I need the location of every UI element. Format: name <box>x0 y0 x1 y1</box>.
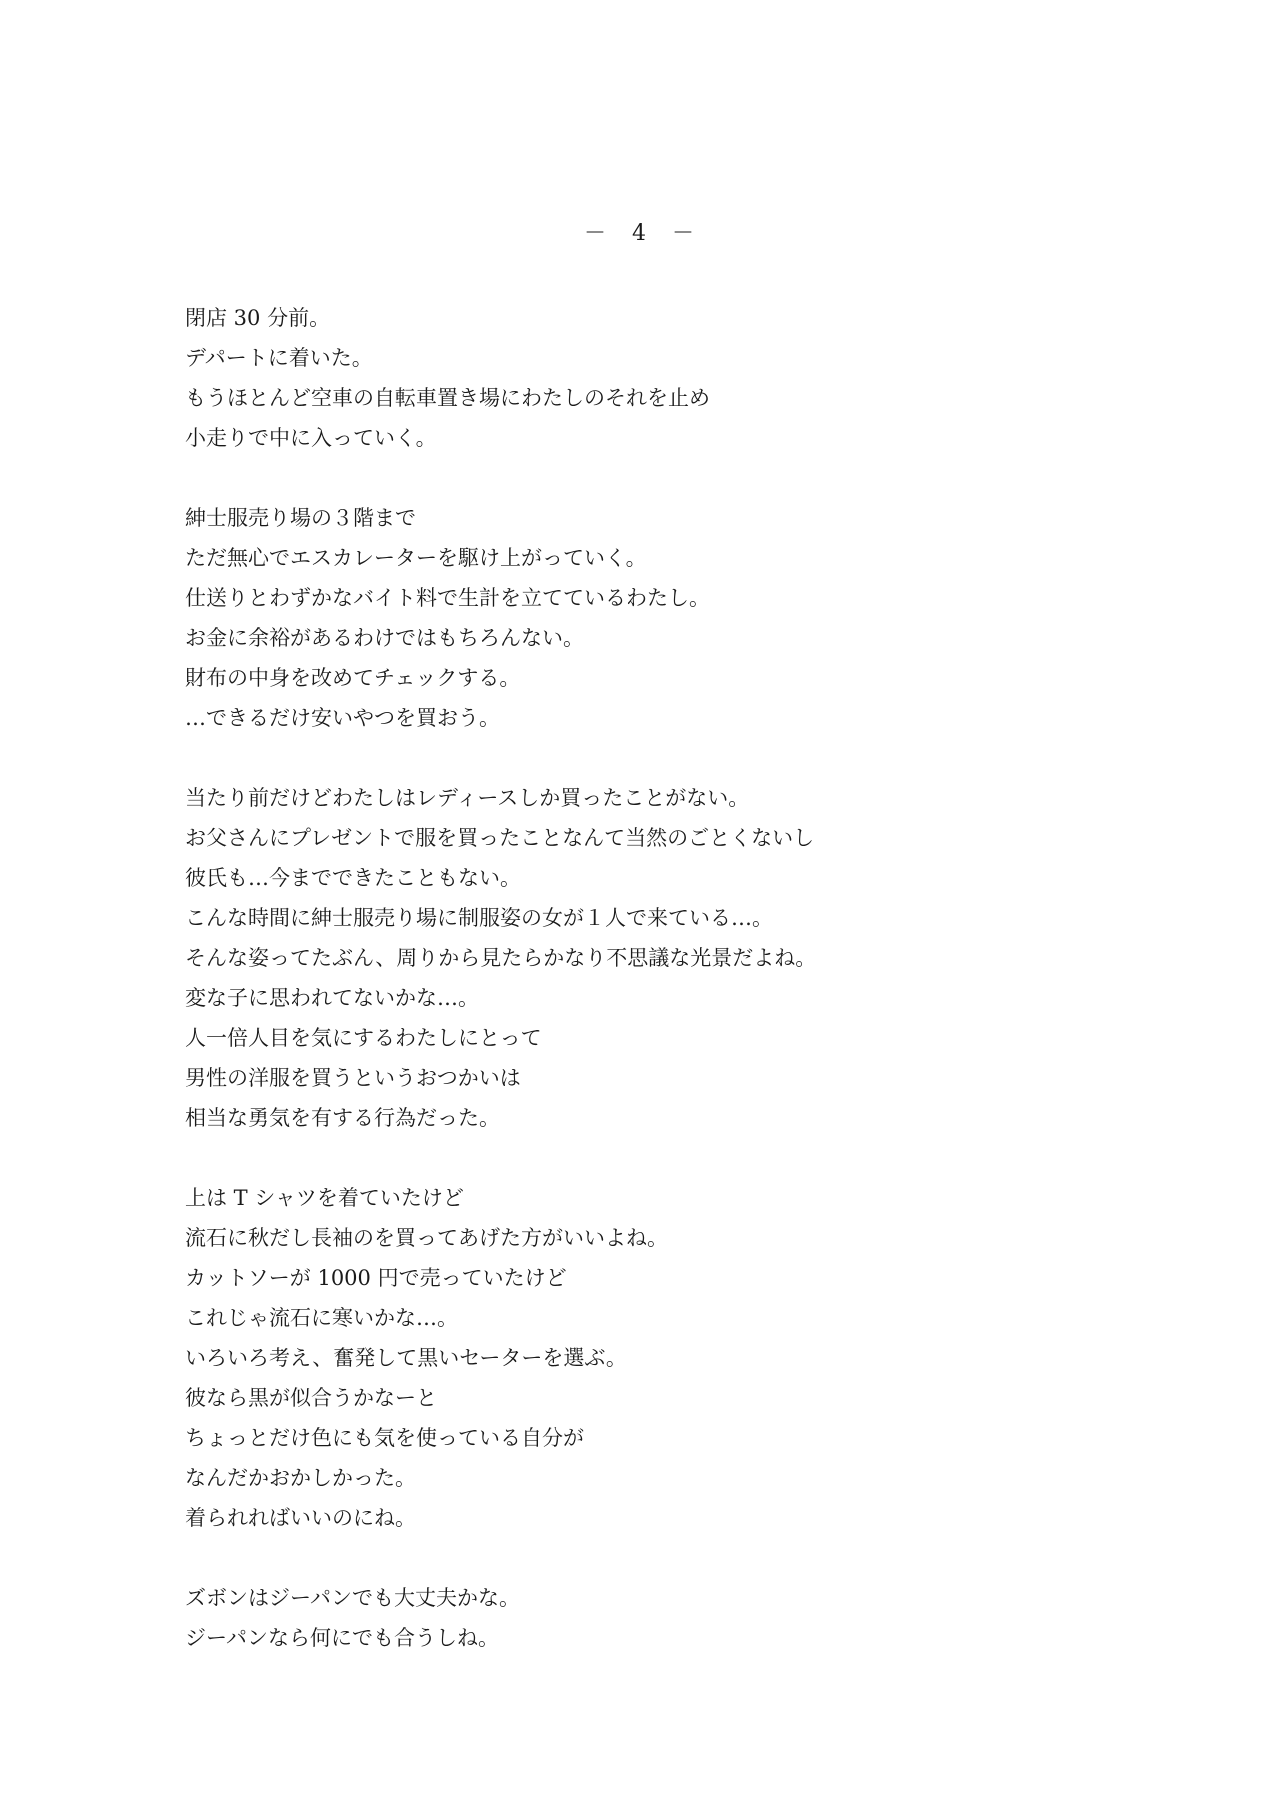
body-text <box>185 298 1185 1658</box>
paragraph-gap <box>185 1138 1185 1178</box>
text-line: 相当な勇気を有する行為だった。 <box>185 1106 500 1130</box>
paragraph-gap <box>185 458 1185 498</box>
text-line: ジーパンなら何にでも合うしね。 <box>185 1626 499 1650</box>
page-number: － 4 － <box>584 221 696 246</box>
text-line: ズボンはジーパンでも大丈夫かな。 <box>185 1586 520 1610</box>
text-line: 流石に秋だし長袖のを買ってあげた方がいいよね。 <box>185 1226 668 1250</box>
text-line: …できるだけ安いやつを買おう。 <box>185 706 500 730</box>
text-line: 着られればいいのにね。 <box>185 1506 416 1530</box>
paragraph-5 <box>185 1578 1185 1658</box>
paragraph-2 <box>185 498 1185 738</box>
text-line: いろいろ考え、奮発して黒いセーターを選ぶ。 <box>185 1346 627 1370</box>
text-line: 仕送りとわずかなバイト料で生計を立てているわたし。 <box>185 586 710 610</box>
text-line: ちょっとだけ色にも気を使っている自分が <box>185 1426 584 1450</box>
text-line: 変な子に思われてないかな…。 <box>185 986 479 1010</box>
text-line: 彼氏も…今までできたこともない。 <box>185 866 521 890</box>
text-line: 財布の中身を改めてチェックする。 <box>185 666 521 690</box>
text-line: なんだかおかしかった。 <box>185 1466 416 1490</box>
paragraph-4 <box>185 1178 1185 1538</box>
paragraph-gap <box>185 1538 1185 1578</box>
text-line: カットソーが 1000 円で売っていたけど <box>185 1266 567 1290</box>
text-line: お金に余裕があるわけではもちろんない。 <box>185 626 584 650</box>
text-line: ただ無心でエスカレーターを駆け上がっていく。 <box>185 546 647 570</box>
text-line: デパートに着いた。 <box>185 346 373 370</box>
text-line: 彼なら黒が似合うかなーと <box>185 1386 437 1410</box>
text-line: 紳士服売り場の３階まで <box>185 506 416 530</box>
text-line: 当たり前だけどわたしはレディースしか買ったことがない。 <box>185 786 750 810</box>
text-line: こんな時間に紳士服売り場に制服姿の女が１人で来ている…。 <box>185 906 773 930</box>
text-line: お父さんにプレゼントで服を買ったことなんて当然のごとくないし <box>185 826 815 850</box>
text-line: 小走りで中に入っていく。 <box>185 426 437 450</box>
text-line: もうほとんど空車の自転車置き場にわたしのそれを止め <box>185 386 710 410</box>
text-line: これじゃ流石に寒いかな…。 <box>185 1306 458 1330</box>
text-line: 男性の洋服を買うというおつかいは <box>185 1066 521 1090</box>
text-line: そんな姿ってたぶん、周りから見たらかなり不思議な光景だよね。 <box>185 946 817 970</box>
text-line: 上は T シャツを着ていたけど <box>185 1186 464 1210</box>
text-line: 人一倍人目を気にするわたしにとって <box>185 1026 542 1050</box>
paragraph-gap <box>185 738 1185 778</box>
text-line: 閉店 30 分前。 <box>185 306 331 330</box>
paragraph-1 <box>185 298 1185 458</box>
paragraph-3 <box>185 778 1185 1138</box>
